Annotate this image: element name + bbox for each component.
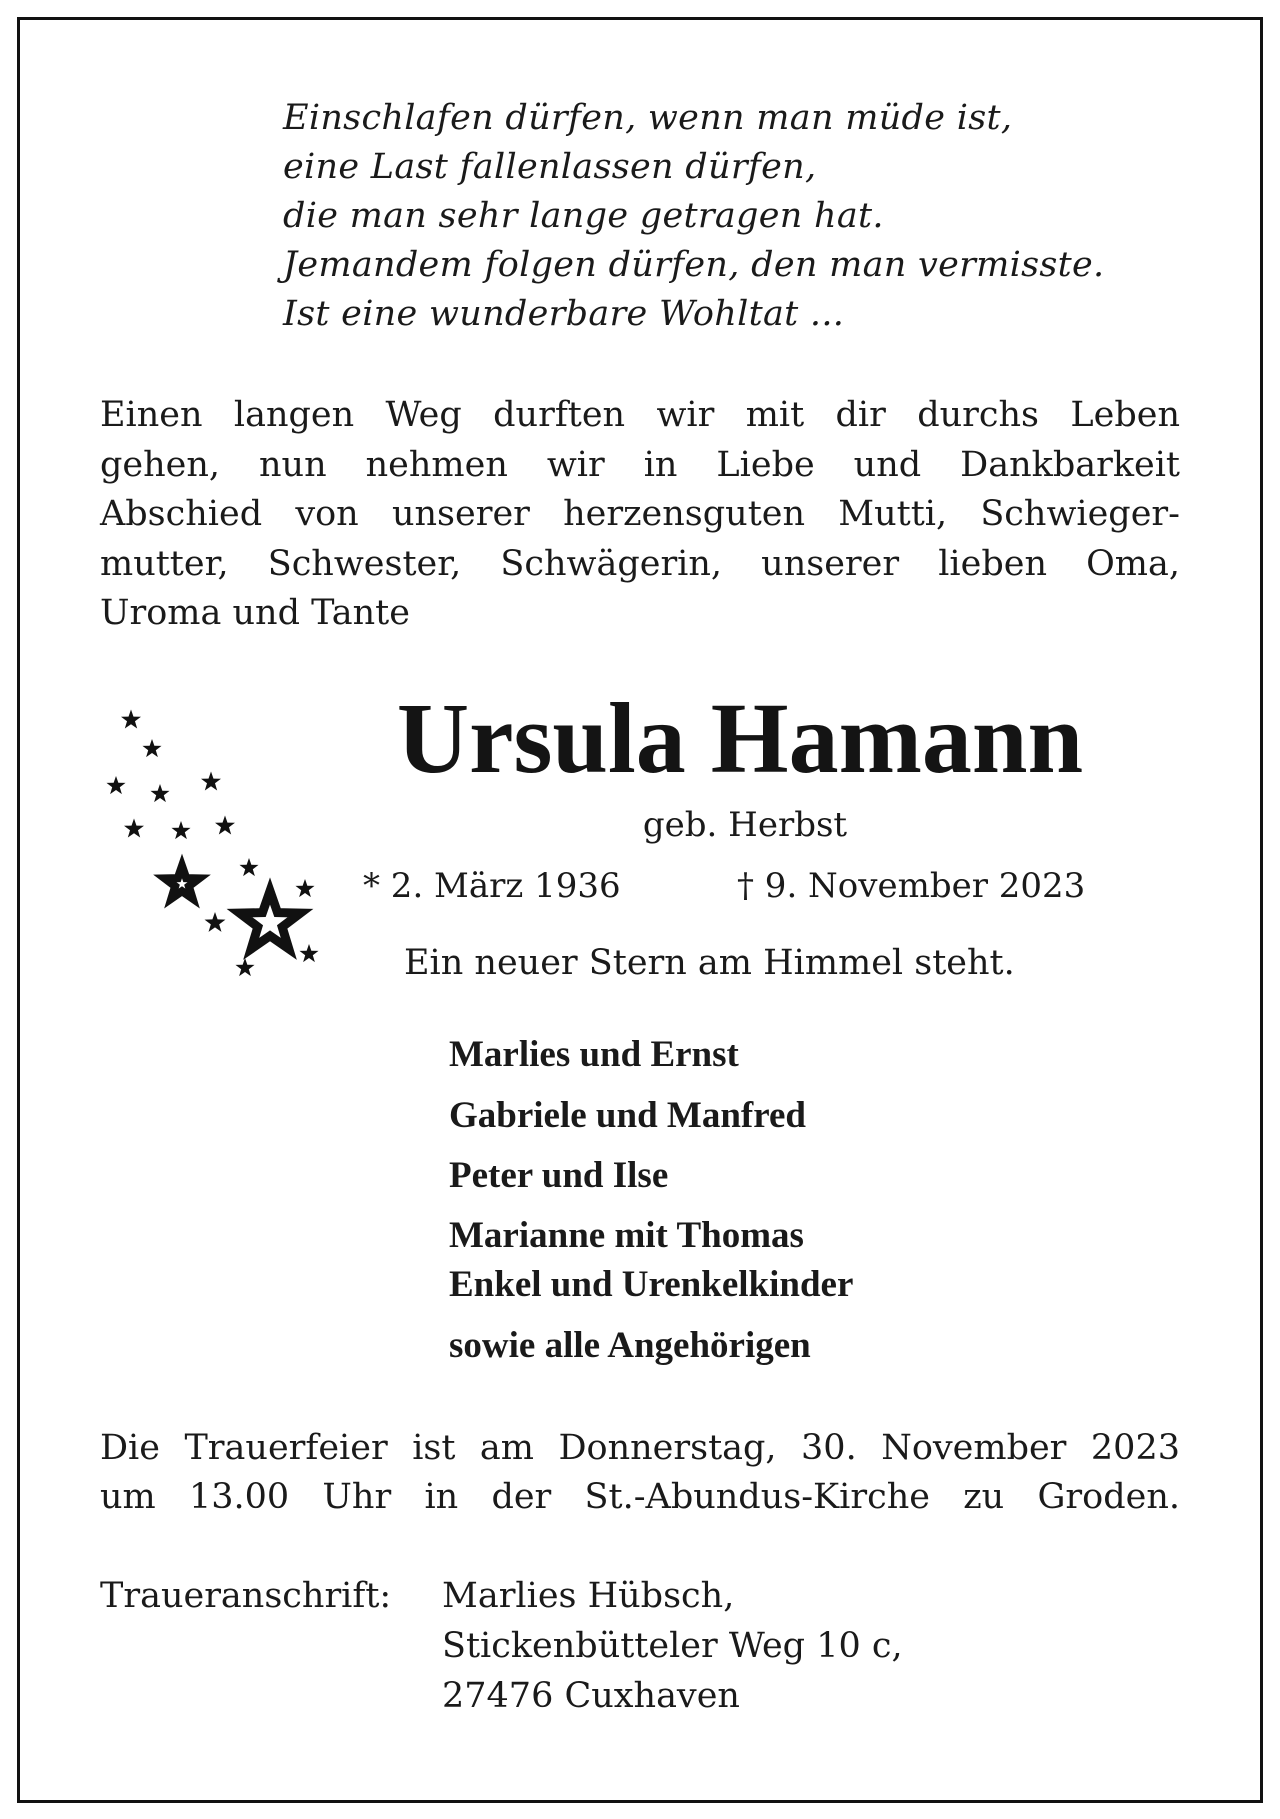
mourning-address	[442, 1571, 903, 1721]
motto: Ein neuer Stern am Himmel steht.	[404, 943, 1015, 983]
intro-line: Abschied von unserer herzensguten Mutti, Schwieger-	[100, 494, 1180, 534]
mourner: sowie alle Angehörigen	[449, 1325, 811, 1366]
poem	[283, 94, 1223, 339]
address-label: Traueranschrift:	[100, 1576, 392, 1616]
mourner: Marlies und Ernst	[449, 1034, 739, 1075]
intro-line: Einen langen Weg durften wir mit dir durchs Leben	[100, 395, 1180, 435]
intro-line: gehen, nun nehmen wir in Liebe und Dankbarkeit	[100, 444, 1180, 485]
birth-date: * 2. März 1936	[363, 866, 621, 906]
poem-line: Ist eine wunderbare Wohltat ...	[283, 294, 845, 334]
service-line: Die Trauerfeier ist am Donnerstag, 30. November 2023	[100, 1428, 1180, 1468]
maiden-name: geb. Herbst	[642, 805, 848, 845]
address-line: Marlies Hübsch,	[442, 1576, 735, 1616]
mourner: Marianne mit Thomas	[449, 1215, 804, 1256]
intro-text	[100, 391, 1180, 639]
poem-line: Jemandem folgen dürfen, den man vermisste.	[283, 245, 1105, 285]
deceased-name: Ursula Hamann	[396, 682, 1084, 794]
funeral-service-info	[100, 1424, 1180, 1522]
address-line: Stickenbütteler Weg 10 c,	[442, 1626, 903, 1666]
death-date: † 9. November 2023	[737, 866, 1086, 906]
poem-line: die man sehr lange getragen hat.	[283, 196, 884, 236]
intro-line: mutter, Schwester, Schwägerin, unserer lieben Oma,	[100, 543, 1180, 584]
poem-line: Einschlafen dürfen, wenn man müde ist,	[283, 98, 1013, 138]
mourner: Enkel und Urenkelkinder	[449, 1264, 854, 1305]
mourner: Gabriele und Manfred	[449, 1095, 806, 1136]
mourner: Peter und Ilse	[449, 1155, 669, 1196]
address-line: 27476 Cuxhaven	[442, 1676, 740, 1716]
poem-line: eine Last fallenlassen dürfen,	[283, 147, 817, 187]
intro-line: Uroma und Tante	[100, 593, 410, 633]
service-line: um 13.00 Uhr in der St.-Abundus-Kirche zu Groden.	[100, 1477, 1180, 1517]
